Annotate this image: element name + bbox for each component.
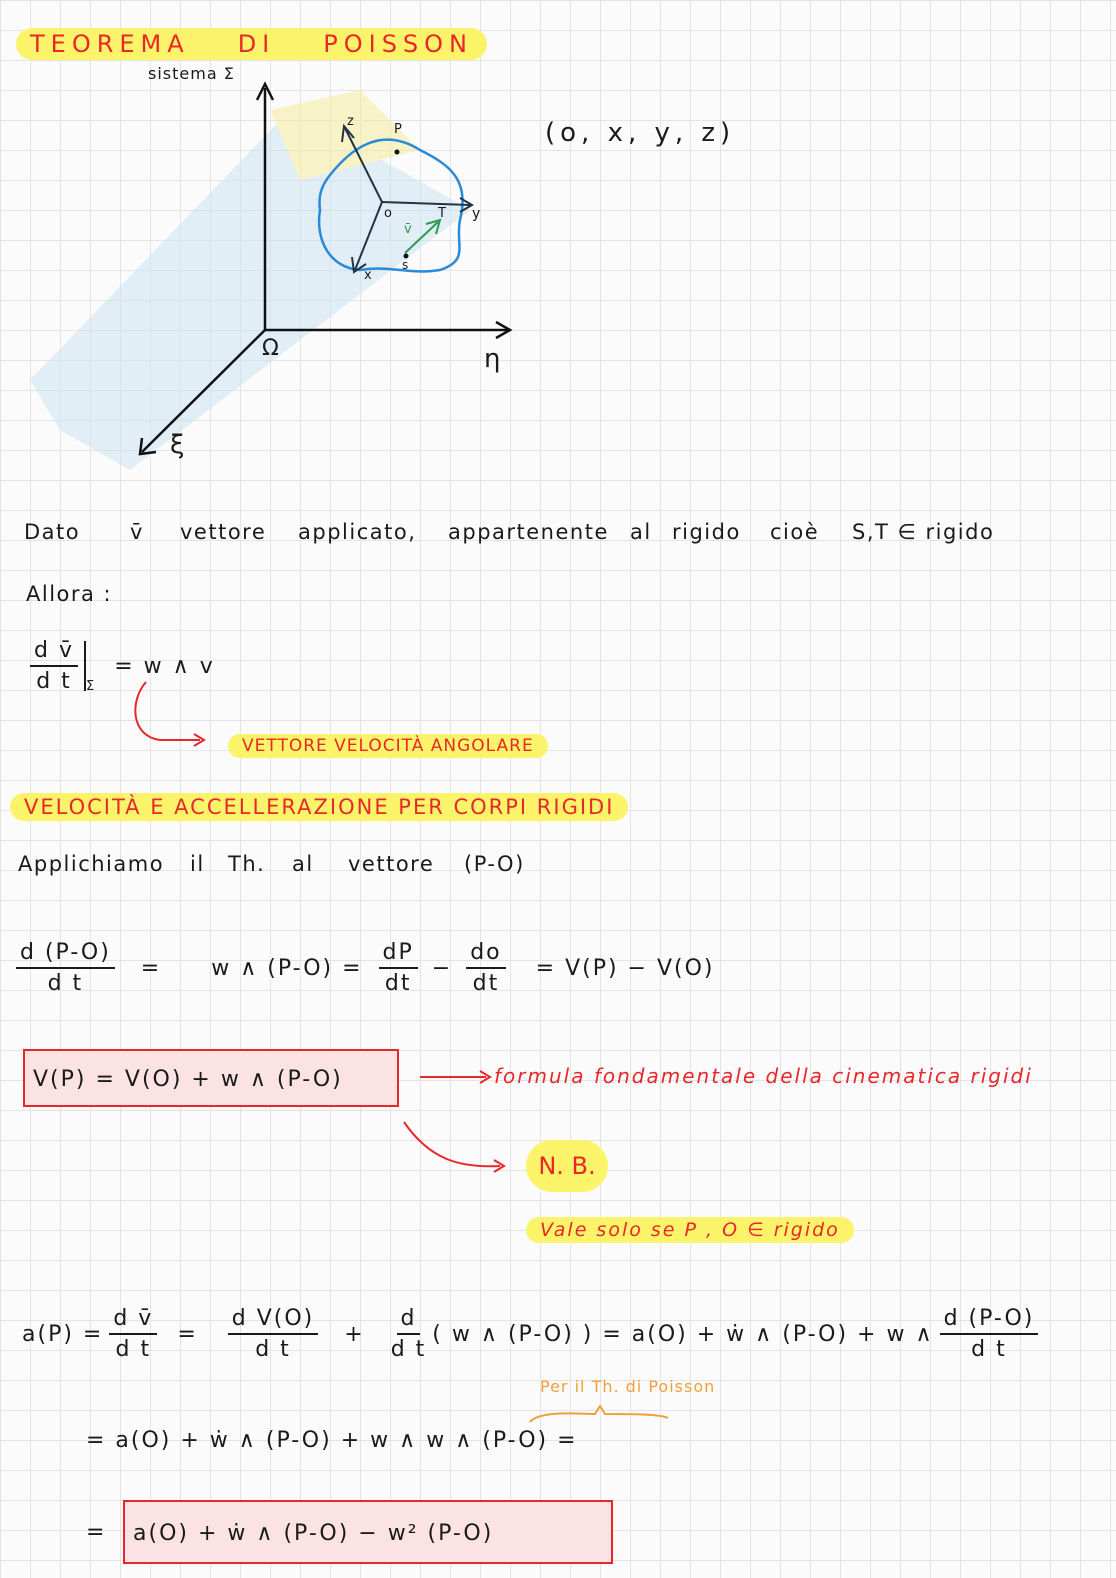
title-word-2: DI	[237, 30, 276, 58]
word: S,T ∈ rigido	[852, 520, 995, 544]
eq1-lhs-num: d (P-O)	[16, 940, 115, 969]
title-word-1: TEOREMA	[30, 30, 190, 58]
angular-velocity-label: VETTORE VELOCITÀ ANGOLARE	[228, 734, 548, 758]
point-s-label: s	[402, 258, 409, 272]
word: vettore	[348, 852, 435, 876]
acc-dpo-den: d t	[971, 1337, 1007, 1362]
eq1-do-num: do	[466, 940, 505, 969]
word: applicato,	[298, 520, 417, 544]
coords-label: (o, x, y, z)	[545, 118, 736, 148]
point-t-label: T	[438, 206, 446, 221]
acc-d-num: d	[397, 1306, 421, 1335]
fundamental-formula-label: formula fondamentale della cinematica rigidi	[494, 1064, 1033, 1088]
eq1-rhs: = V(P) − V(O)	[535, 955, 715, 981]
poisson-note: Per il Th. di Poisson	[540, 1377, 716, 1396]
eq1-wcross: w ∧ (P-O) =	[211, 955, 363, 981]
formula-sub: Σ	[85, 679, 97, 694]
local-x-label: x	[364, 268, 372, 283]
word: v̄	[130, 520, 144, 544]
eq1-lhs-den: d t	[47, 971, 84, 996]
system-label: sistema Σ	[148, 64, 235, 83]
acc-eq: =	[177, 1321, 198, 1347]
nb-label: N. B.	[526, 1140, 608, 1192]
vector-v-label: v̄	[404, 222, 412, 237]
word: il	[190, 852, 205, 876]
eq1-dp-den: dt	[384, 971, 412, 996]
eq1-do-den: dt	[472, 971, 500, 996]
axis-xi-label: ξ	[170, 430, 185, 460]
acceleration-formula-box: a(O) + ẇ ∧ (P-O) − w² (P-O)	[123, 1500, 613, 1564]
acc-paren: ( w ∧ (P-O) ) = a(O) + ẇ ∧ (P-O) + w ∧	[432, 1321, 934, 1347]
acc-dpo-num: d (P-O)	[940, 1306, 1039, 1335]
acc-plus: +	[344, 1321, 365, 1347]
local-y-label: y	[472, 206, 481, 222]
acc-dv-num: d v̄	[109, 1306, 157, 1335]
eq1-minus: −	[431, 955, 453, 981]
acceleration-line2: = a(O) + ẇ ∧ (P-O) + w ∧ w ∧ (P-O) =	[86, 1428, 578, 1453]
formula-rhs: = w ∧ v	[114, 653, 215, 679]
origin-omega-label: Ω	[262, 336, 279, 361]
formula-den: d t	[36, 669, 72, 694]
word: Th.	[228, 852, 266, 876]
acc-d-den: d t	[390, 1337, 427, 1362]
word: vettore	[180, 520, 267, 544]
word: cioè	[770, 520, 820, 544]
allora-label: Allora :	[26, 582, 113, 606]
axis-eta-label: η	[484, 344, 501, 374]
word: al	[292, 852, 314, 876]
formula-num: d v̄	[30, 638, 78, 667]
word: Dato	[24, 520, 81, 544]
word: Applichiamo	[18, 852, 165, 876]
eq1-dp-num: dP	[379, 940, 418, 969]
section2-title: VELOCITÀ E ACCELLERAZIONE PER CORPI RIGIDI	[10, 793, 628, 821]
acc-dvo-den: d t	[255, 1337, 291, 1362]
title-word-3: POISSON	[323, 30, 474, 58]
acc-dvo-num: d V(O)	[228, 1306, 319, 1335]
local-o-label: o	[384, 206, 392, 221]
velocity-formula-box: V(P) = V(O) + w ∧ (P-O)	[23, 1049, 399, 1107]
acc-dv-den: d t	[115, 1337, 152, 1362]
word: (P-O)	[464, 852, 525, 876]
point-p-label: P	[394, 122, 402, 137]
local-z-label: z	[347, 114, 354, 129]
acc-lhs: a(P) =	[22, 1321, 104, 1347]
validity-note: Vale solo se P , O ∈ rigido	[526, 1217, 854, 1243]
eq1-equals: =	[140, 955, 162, 981]
word: appartenente	[448, 520, 609, 544]
word: al	[630, 520, 652, 544]
final-equals: =	[86, 1520, 107, 1545]
word: rigido	[672, 520, 741, 544]
